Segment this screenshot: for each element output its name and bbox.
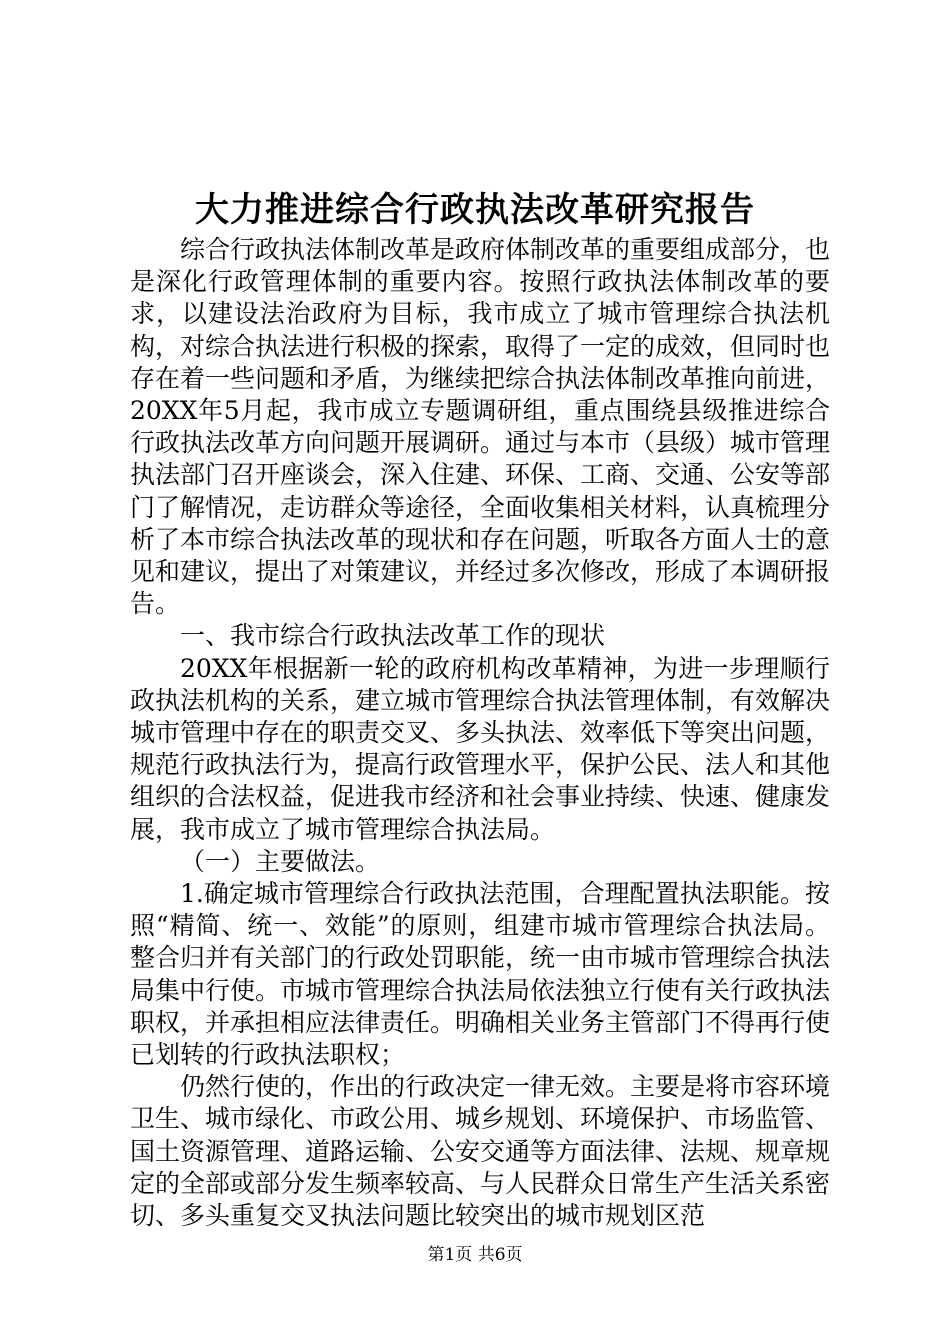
paragraph-intro: 综合行政执法体制改革是政府体制改革的重要组成部分，也是深化行政管理体制的重要内容。按照行政执法体制改革的要求，以建设法治政府为目标，我市成立了城市管理综合执法机构，对综合执法进行积极的探索，取得了一定的成效，但同时也存在着一些问题和矛盾，为继续把综合执法体制改革推向前进，20XX年5月起，我市成立专题调研组，重点围绕县级推进综合行政执法改革方向问题开展调研。通过与本市（县级）城市管理执法部门召开座谈会，深入住建、环保、工商、交通、公安等部门了解情况，走访群众等途径，全面收集相关材料，认真梳理分析了本市综合执法改革的现状和存在问题，听取各方面人士的意见和建议，提出了对策建议，并经过多次修改，形成了本调研报告。 xyxy=(130,235,831,619)
paragraph-practice-1-continued: 仍然行使的，作出的行政决定一律无效。主要是将市容环境卫生、城市绿化、市政公用、城乡规划、环境保护、市场监管、国土资源管理、道路运输、公安交通等方面法律、法规、规章规定的全部或部分发生频率较高、与人民群众日常生产生活关系密切、多头重复交叉执法问题比较突出的城市规划区范 xyxy=(130,1072,831,1231)
paragraph-practice-1: 1.确定城市管理综合行政执法范围，合理配置执法职能。按照“精简、统一、效能”的原则，组建市城市管理综合执法局。整合归并有关部门的行政处罚职能，统一由市城市管理综合执法局集中行使。市城市管理综合执法局依法独立行使有关行政执法职权，并承担相应法律责任。明确相关业务主管部门不得再行使已划转的行政执法职权； xyxy=(130,879,831,1070)
document-body xyxy=(130,234,830,1232)
paragraph-background: 20XX年根据新一轮的政府机构改革精神，为进一步理顺行政执法机构的关系，建立城市管理综合执法管理体制，有效解决城市管理中存在的职责交叉、多头执法、效率低下等突出问题，规范行政执法行为，提高行政管理水平，保护公民、法人和其他组织的合法权益，促进我市经济和社会事业持续、快速、健康发展，我市成立了城市管理综合执法局。 xyxy=(130,653,831,844)
document-title: 大力推进综合行政执法改革研究报告 xyxy=(195,190,755,230)
subsection-heading-practices: （一）主要做法。 xyxy=(180,846,381,876)
section-heading-status: 一、我市综合行政执法改革工作的现状 xyxy=(180,621,606,651)
page-footer: 第1页 共6页 xyxy=(427,1245,523,1265)
